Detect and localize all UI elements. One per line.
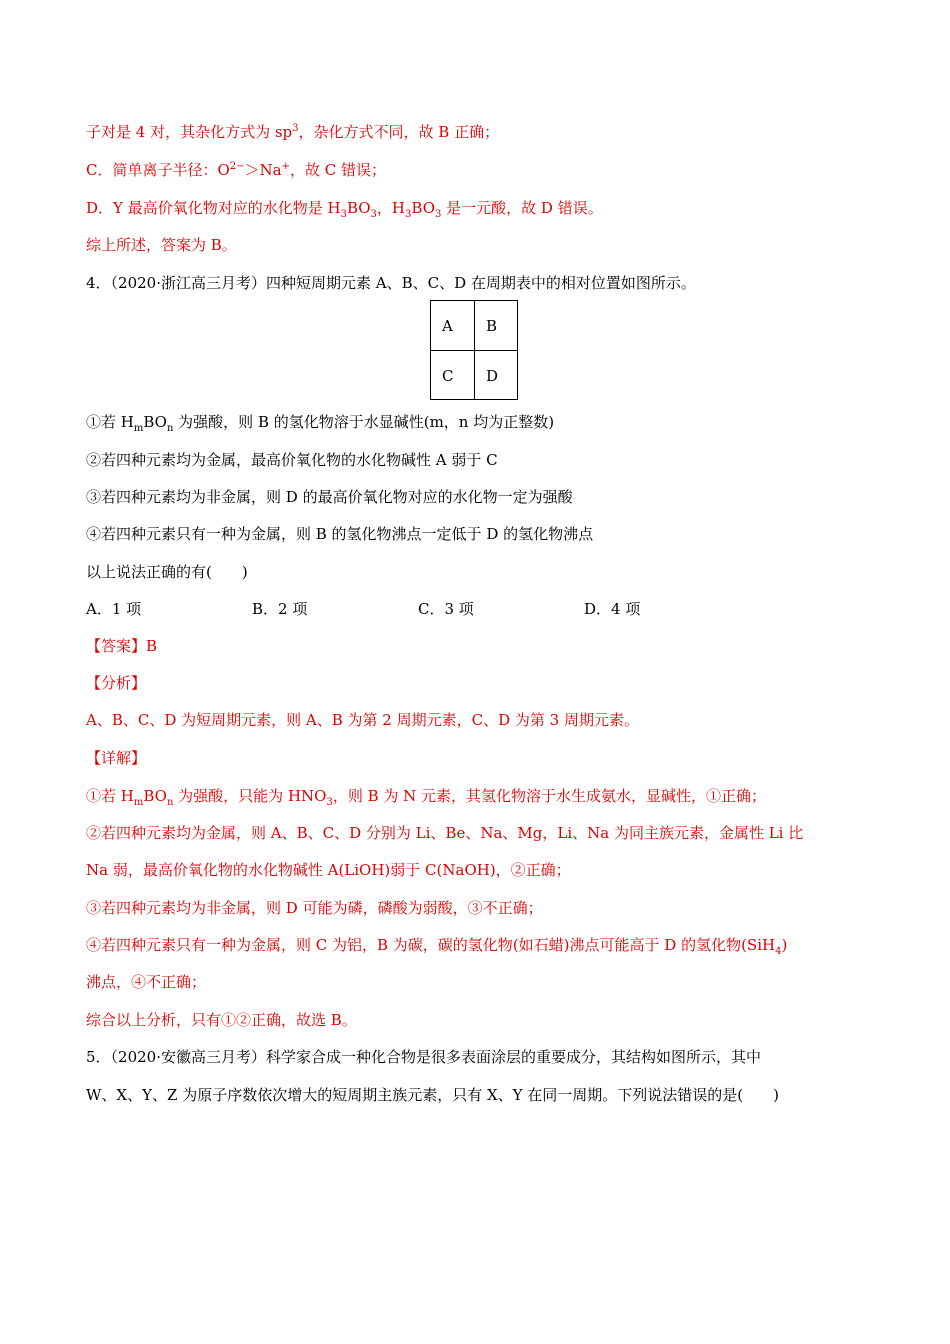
detail-conclusion: 综合以上分析，只有①②正确，故选 B。 <box>86 1011 357 1029</box>
explanation-line-hybridization: 子对是 4 对，其杂化方式为 $sp^3$，杂化方式不同，故 B 正确； <box>86 123 500 141</box>
grid-cell-b: B <box>474 301 517 350</box>
grid-cell-d: D <box>474 350 517 399</box>
statement-1: ①若 $H_mBO_n$ 为强酸，则 B 的氢化物溶于水显碱性(m，n 均为正整数) <box>86 413 555 434</box>
grid-cell-c: C <box>431 350 474 399</box>
statement-3: ③若四种元素均为非金属，则 D 的最高价氧化物对应的水化物一定为强酸 <box>86 488 573 506</box>
option-a[interactable]: A．1 项 <box>86 600 142 618</box>
option-c[interactable]: C．3 项 <box>418 600 474 618</box>
question-4-stem: 4．（2020·浙江高三月考）四种短周期元素 A、B、C、D 在周期表中的相对位置如图所示。 <box>86 274 696 292</box>
grid-cell-a: A <box>442 317 453 335</box>
statement-4: ④若四种元素只有一种为金属，则 B 的氢化物沸点一定低于 D 的氢化物沸点 <box>86 525 594 543</box>
option-d[interactable]: D．4 项 <box>584 600 641 618</box>
periodic-table-grid <box>430 300 518 400</box>
statement-2: ②若四种元素均为金属，最高价氧化物的水化物碱性 A 弱于 C <box>86 451 498 469</box>
detail-line-2: ②若四种元素均为金属，则 A、B、C、D 分别为 Li、Be、Na、Mg，Li、Na 为同主族元素，金属性 Li 比 <box>86 824 804 842</box>
detail-line-1: ①若 $H_mBO_n$ 为强酸，只能为 $HNO_3$，则 B 为 N 元素，其氢化物溶于水生成氨水，显碱性，①正确； <box>86 787 767 808</box>
question-5-line-1: 5．（2020·安徽高三月考）科学家合成一种化合物是很多表面涂层的重要成分，其结构如图所示，其中 <box>86 1048 761 1066</box>
explanation-line-boric-acid: D．Y 最高价氧化物对应的水化物是 $H_3BO_3$，$H_3BO_3$ 是一元酸，故 D 错误。 <box>86 199 603 220</box>
analysis-heading: 【分析】 <box>86 674 147 692</box>
analysis-text: A、B、C、D 为短周期元素，则 A、B 为第 2 周期元素，C、D 为第 3 周期元素。 <box>86 711 639 729</box>
explanation-line-ion-radius: C．简单离子半径：$O^{2-}>Na^+$，故 C 错误； <box>86 161 387 179</box>
option-b[interactable]: B．2 项 <box>252 600 308 618</box>
detail-line-3: Na 弱，最高价氧化物的水化物碱性 A(LiOH)弱于 C(NaOH)，②正确； <box>86 861 571 879</box>
detail-line-5: ④若四种元素只有一种为金属，则 C 为铝，B 为碳，碳的氢化物(如石蜡)沸点可能高于 D 的氢化物(SiH$_4$) <box>86 936 788 957</box>
detail-heading: 【详解】 <box>86 749 147 767</box>
detail-line-6: 沸点，④不正确； <box>86 973 207 991</box>
explanation-summary: 综上所述，答案为 B。 <box>86 236 237 254</box>
detail-line-4: ③若四种元素均为非金属，则 D 可能为磷，磷酸为弱酸，③不正确； <box>86 899 543 917</box>
answer-label: 【答案】B <box>86 637 158 655</box>
question-5-line-2: W、X、Y、Z 为原子序数依次增大的短周期主族元素，只有 X、Y 在同一周期。下列说法错误的是( ) <box>86 1086 780 1104</box>
question-prompt: 以上说法正确的有( ) <box>86 563 248 581</box>
